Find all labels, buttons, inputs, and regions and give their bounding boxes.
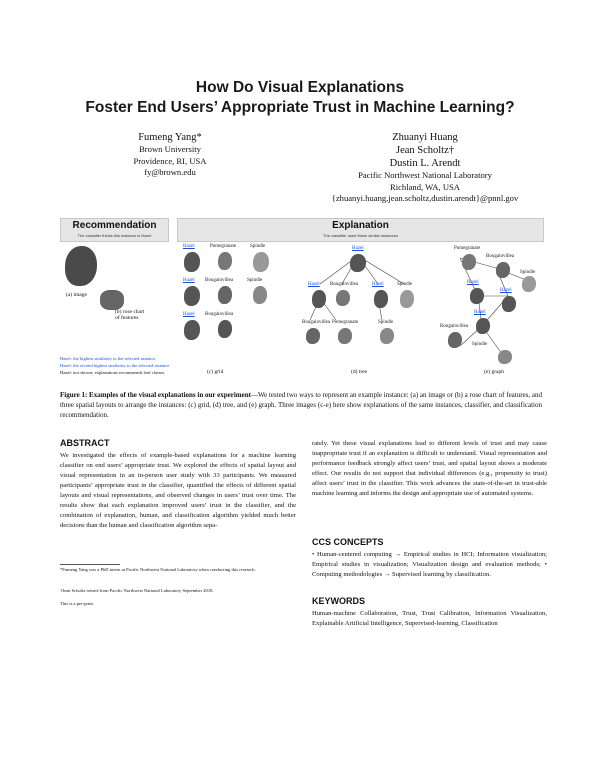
- rose-chart: [100, 290, 124, 310]
- tree-mid-label: Hazel: [372, 282, 384, 287]
- label-image: (a) image: [66, 292, 87, 298]
- grid-leaf: [184, 286, 200, 306]
- label-tree: (d) tree: [351, 369, 368, 375]
- author-location: Providence, RI, USA: [133, 155, 207, 166]
- graph-label: Hazel: [474, 310, 486, 315]
- tree-leaf: [312, 290, 326, 308]
- author-block-right: [300, 131, 550, 205]
- graph-label: Hazel: [467, 280, 479, 285]
- label-grid: (c) grid: [207, 369, 224, 375]
- label-graph: (e) graph: [484, 369, 505, 375]
- graph-leaf: [448, 332, 462, 348]
- author-name: Fumeng Yang*: [138, 132, 202, 143]
- footnote-1: *Fumeng Yang was a PhD intern at Pacific Northwest National Laboratory when conducting this research.: [60, 567, 256, 572]
- paper-title-line2: Foster End Users’ Appropriate Trust in Machine Learning?: [85, 99, 515, 116]
- graph-label: Pomegranate: [454, 246, 481, 251]
- ccs-text: • Human-centered computing → Empirical studies in HCI; Information visualization; Empirical studies in visualization; Visualization design and evaluation methods; • Computing methodologies → Supervised learning by classification.: [312, 551, 547, 578]
- grid-label: Pomegranate: [210, 244, 237, 249]
- leaf-image: [65, 246, 97, 286]
- paper-title-line1: How Do Visual Explanations: [195, 79, 405, 96]
- grid-leaf: [218, 320, 232, 338]
- author-name: Jean Scholtz†: [395, 145, 455, 156]
- author-email: {zhuanyi.huang,jean.scholtz,dustin.arendt}@pnnl.gov: [331, 193, 519, 203]
- recommendation-header: [60, 218, 169, 242]
- graph-leaf: [462, 254, 476, 270]
- legend-line: Hazel: the second highest similarity to the selected instance: [60, 363, 170, 368]
- explanation-title: Explanation: [332, 220, 389, 231]
- graph-label: Spindle: [472, 342, 488, 347]
- graph-leaf: [502, 296, 516, 312]
- abstract-text: We investigated the effects of example-based explanations for a machine learning classifier on end users’ appropriate trust. We explored the effects of spatial layout and visual representation in an in-person user study with 33 participants. We measured participants’ appropriate trust in the classifier, quantified the effects of different spatial layouts and visual representations, and observed changes in users’ trust over time. The results show that each explanation improved users’ trust in the classifier, and the combination of explanation, human, and classification algorithm yielded much better decisions than the human and classification algorithm sepa-: [60, 452, 296, 529]
- grid-leaf: [218, 252, 232, 270]
- graph-label: Hazel: [500, 288, 512, 293]
- grid-label: Bougainvillea: [205, 278, 234, 283]
- grid-leaf: [184, 320, 200, 340]
- tree-leaf: [400, 290, 414, 308]
- tree-mid-label: Spindle: [397, 282, 413, 287]
- teaser-figure: [60, 218, 542, 381]
- tree-root-label: Hazel: [352, 246, 364, 251]
- tree-mid-label: Bougainvillea: [330, 282, 359, 287]
- graph-leaf: [476, 318, 490, 334]
- legend-line: Hazel: the highest similarity to the selected instance: [60, 356, 156, 361]
- author-email: fy@brown.edu: [144, 167, 196, 177]
- caption-label: Figure 1: Examples of the visual explanations in our experiment: [60, 391, 251, 399]
- figure-legend: [60, 355, 172, 376]
- grid-label: Spindle: [250, 244, 266, 249]
- tree-bottom-label: Pomegranate: [332, 320, 359, 325]
- graph-leaf: [522, 276, 536, 292]
- recommendation-title: Recommendation: [72, 220, 157, 231]
- tree-leaf: [380, 328, 394, 344]
- grid-leaf: [253, 252, 269, 272]
- graph-label: Bougainvillea: [486, 254, 515, 259]
- abstract-heading: ABSTRACT: [60, 438, 110, 448]
- tree-leaf: [306, 328, 320, 344]
- tree-leaf: [336, 290, 350, 306]
- tree-bottom-label: Spindle: [378, 320, 394, 325]
- keywords-text: Human-machine Collaboration, Trust, Trust Calibration, Information Visualization, Explainable Artificial Intelligence, Supervised-learning, Classification: [312, 610, 547, 627]
- tree-leaf: [338, 328, 352, 344]
- grid-leaf: [218, 286, 232, 304]
- grid-label: Spindle: [247, 278, 263, 283]
- author-location: Richland, WA, USA: [389, 181, 461, 192]
- keywords-heading: KEYWORDS: [312, 596, 366, 606]
- abstract-continued: rately. Yet these visual explanations lead to different levels of trust and may cause inappropriate trust if an explanation is difficult to understand. Visual representation and performance feedback strongly affect users’ trust, and spatial layout shows a moderate effect. Our results do not support that individual differences (e.g., propensity to trust) affect users’ trust in the classifier. This work advances the state-of-the-art in trust-able machine learning and informs the design and appropriate use of automated systems.: [312, 440, 547, 497]
- author-block-left: [100, 131, 240, 179]
- grid-label: Bougainvillea: [205, 312, 234, 317]
- legend-line: Hazel: not shown; explanations recommends leaf classes: [60, 370, 165, 375]
- tree-leaf: [350, 254, 366, 272]
- caption-text: —We tested two ways to represent an example instance: (a) an image or (b) a rose chart of features, and three spatial layouts to arrange the instances: (c) grid, (d) tree, and (e) graph. Three images (c-e) here show explanations of the same instances, classifier, and classification recommendation.: [60, 391, 543, 419]
- ccs-heading: CCS CONCEPTS: [312, 537, 384, 547]
- graph-leaf: [498, 350, 512, 364]
- grid-label: Hazel: [183, 278, 195, 283]
- author-affiliation: Brown University: [139, 144, 201, 154]
- grid-leaf: [184, 252, 200, 272]
- footnote-rule: [60, 564, 120, 565]
- author-name: Dustin L. Arendt: [389, 158, 461, 169]
- graph-leaf: [496, 262, 510, 278]
- graph-label: Spindle: [520, 270, 536, 275]
- preprint-note: This is a pre-print.: [60, 601, 94, 606]
- figure-caption: [60, 390, 542, 420]
- author-affiliation: Pacific Northwest National Laboratory: [358, 170, 492, 180]
- recommendation-subtitle: The classifier thinks this instance is Hazel: [77, 233, 152, 238]
- grid-label: Hazel: [183, 244, 195, 249]
- label-rose-chart: (b) rose chart of features: [115, 309, 145, 321]
- grid-leaf: [253, 286, 267, 304]
- footnote-2: †Jean Scholtz retired from Pacific Northwest National Laboratory September 2018.: [60, 588, 214, 593]
- tree-bottom-label: Bougainvillea: [302, 320, 331, 325]
- grid-label: Hazel: [183, 312, 195, 317]
- graph-leaf: [470, 288, 484, 304]
- explanation-subtitle: The classifier used these similar instances: [323, 233, 398, 238]
- tree-leaf: [374, 290, 388, 308]
- tree-mid-label: Hazel: [308, 282, 320, 287]
- author-name: Zhuanyi Huang: [392, 132, 458, 143]
- graph-label: Bougainvillea: [440, 324, 469, 329]
